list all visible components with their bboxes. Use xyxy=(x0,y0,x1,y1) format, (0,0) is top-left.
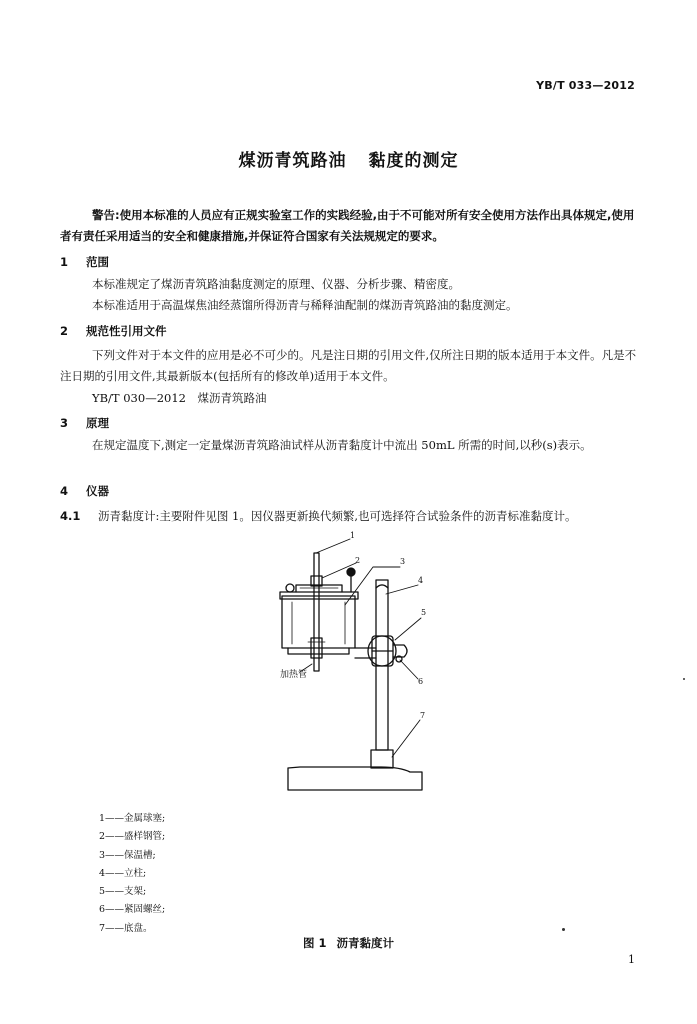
lid-knob-left-drawing xyxy=(286,584,294,592)
legend-item-1: 1——金属球塞; xyxy=(99,813,166,824)
section-1-paragraph-1: 本标准规定了煤沥青筑路油黏度测定的原理、仪器、分析步骤、精密度。 xyxy=(92,277,460,291)
callout-1: 1 xyxy=(350,531,356,540)
section-1-heading xyxy=(60,254,109,270)
section-4-number: 4 xyxy=(60,484,69,498)
title-part-2: 黏度的测定 xyxy=(368,151,459,171)
figure-caption-number: 图 1 xyxy=(302,936,327,950)
title-part-1: 煤沥青筑路油 xyxy=(238,151,347,171)
scan-speck xyxy=(683,678,685,680)
warning-paragraph: 警告:使用本标准的人员应有正规实验室工作的实践经验,由于不可能对所有安全使用方法作出具体规定,使用者有责任采用适当的安全和健康措施,并保证符合国家有关法规规定的要求。 xyxy=(60,208,635,243)
figure-caption xyxy=(0,935,697,951)
callout-7: 7 xyxy=(420,711,426,720)
legend-item-3: 3——保温槽; xyxy=(99,849,156,861)
section-4-title: 仪器 xyxy=(86,484,109,498)
page-number: 1 xyxy=(628,953,635,966)
clause-4-1-number: 4.1 xyxy=(60,509,81,523)
base-plate-drawing xyxy=(288,767,422,790)
figure-legend xyxy=(99,810,165,938)
figure-caption-text: 沥青黏度计 xyxy=(336,936,394,950)
standard-code: YB/T 033—2012 xyxy=(536,79,635,92)
section-1-number: 1 xyxy=(60,255,69,269)
section-3-title: 原理 xyxy=(86,416,109,430)
viscometer-figure xyxy=(270,528,450,798)
callout-4: 4 xyxy=(418,576,424,585)
section-2-title: 规范性引用文件 xyxy=(86,324,167,338)
legend-item-7: 7——底盘。 xyxy=(99,922,153,934)
clause-4-1 xyxy=(60,508,650,524)
legend-item-5: 5——支架; xyxy=(99,886,147,898)
section-1-paragraph-2: 本标准适用于高温煤焦油经蒸馏所得沥青与稀释油配制的煤沥青筑路油的黏度测定。 xyxy=(92,298,518,312)
legend-item-4: 4——立柱; xyxy=(99,867,147,879)
section-1-title: 范围 xyxy=(86,255,109,269)
callout-3: 3 xyxy=(400,557,406,566)
ball-stopper-rod-drawing xyxy=(314,553,319,671)
callout-6: 6 xyxy=(418,677,424,686)
callout-2: 2 xyxy=(355,556,361,565)
clause-4-1-text: 沥青黏度计:主要附件见图 1。因仪器更新换代频繁,也可选择符合试验条件的沥青标准黏度计。 xyxy=(98,509,577,523)
section-4-heading xyxy=(60,483,109,499)
column-foot-drawing xyxy=(371,750,393,768)
scan-speck xyxy=(562,928,565,931)
support-arm-drawing xyxy=(355,648,376,658)
heater-tube-label: 加热管 xyxy=(280,670,308,680)
section-3-heading xyxy=(60,415,109,431)
callout-5: 5 xyxy=(421,608,427,617)
section-3-number: 3 xyxy=(60,416,69,430)
section-2-paragraph: 下列文件对于本文件的应用是必不可少的。凡是注日期的引用文件,仅所注日期的版本适用于本文件。凡是不注日期的引用文件,其最新版本(包括所有的修改单)适用于本文件。 xyxy=(60,348,637,383)
section-2-number: 2 xyxy=(60,324,69,338)
legend-item-2: 2——盛样钢管; xyxy=(99,831,166,843)
section-2-heading xyxy=(60,323,167,339)
page-title xyxy=(0,146,697,171)
lid-knob-right-drawing xyxy=(347,568,355,576)
legend-item-6: 6——紧固螺丝; xyxy=(99,904,166,916)
normative-reference: YB/T 030—2012 煤沥青筑路油 xyxy=(92,391,267,405)
section-3-paragraph: 在规定温度下,测定一定量煤沥青筑路油试样从沥青黏度计中流出 50mL 所需的时间,以秒(s)表示。 xyxy=(92,438,592,452)
